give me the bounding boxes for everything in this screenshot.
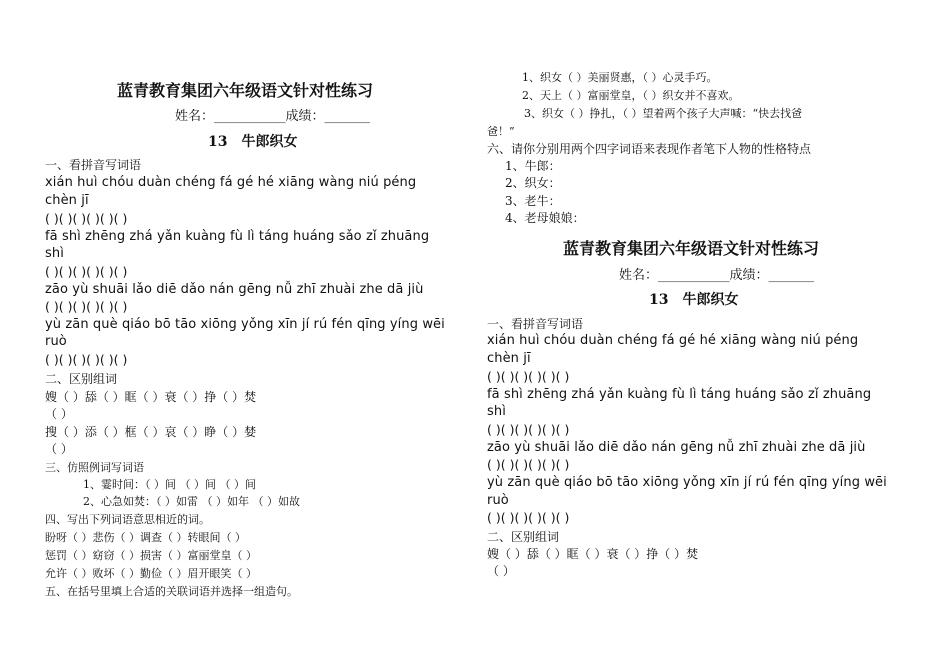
pinyin-line-2-cont-2: shì (487, 404, 506, 419)
character-niulang: 1、牛郎： (505, 159, 561, 173)
character-laomu: 4、老母娘娘： (505, 211, 585, 225)
pinyin-line-2: fā shì zhēng zhá yǎn kuàng fù lì táng huáng sǎo zǐ zhuāng (45, 229, 430, 244)
answer-brackets-3-2: ( )( )( )( )( )( ) (487, 457, 570, 472)
pinyin-line-1-2: xián huì chóu duàn chéng fá gé hé xiāng wàng niú péng (487, 333, 859, 348)
pinyin-line-1-cont-2: chèn jī (487, 351, 531, 366)
pinyin-line-1: xián huì chóu duàn chéng fá gé hé xiāng wàng niú péng (45, 175, 417, 190)
conjunction-row-2: 2、天上（ ）富丽堂皇，（ ）织女并不喜欢。 (522, 89, 740, 102)
conjunction-row-3-cont: 爸！” (487, 125, 515, 138)
pinyin-line-2-cont: shì (45, 246, 64, 261)
section-4-heading: 四、写出下列词语意思相近的词。 (45, 513, 210, 526)
pinyin-line-4-cont: ruò (45, 334, 67, 349)
conjunction-row-1: 1、织女（ ）美丽贤惠，（ ）心灵手巧。 (522, 71, 718, 84)
pinyin-line-1-cont: chèn jī (45, 193, 89, 208)
pinyin-line-2-2: fā shì zhēng zhá yǎn kuàng fù lì táng huáng sǎo zǐ zhuāng (487, 387, 872, 402)
pinyin-line-4-cont-2: ruò (487, 493, 509, 508)
section-3-heading: 三、仿照例词写词语 (45, 461, 144, 474)
pinyin-line-4-2: yù zān què qiáo bō tāo xiōng yǒng xīn jí rú fén qīng yíng wēi (487, 475, 887, 490)
worksheet-title: 蓝青教育集团六年级语文针对性练习 (117, 81, 374, 100)
name-score-line: 姓名：___________成绩：_______ (175, 109, 371, 124)
character-zhinv: 2、织女： (505, 176, 561, 190)
compare-row-1-cont: （ ） (45, 407, 73, 421)
pinyin-line-3: zāo yù shuāi lǎo diē dǎo nán gēng nǚ zhī zhuài zhe dā jiù (45, 282, 424, 297)
answer-brackets-1: ( )( )( )( )( )( ) (45, 211, 128, 226)
answer-brackets-2: ( )( )( )( )( )( ) (45, 264, 128, 279)
synonym-row-2: 惩罚（ ）窈窃（ ）损害（ ）富丽堂皇（ ） (45, 549, 257, 562)
lesson-title-2: 13 牛郎织女 (649, 292, 739, 308)
answer-brackets-4-2: ( )( )( )( )( )( ) (487, 510, 570, 525)
lesson-title: 13 牛郎织女 (208, 134, 298, 150)
synonym-row-1: 盼呀（ ）悲伤（ ）调查（ ）转眼间（ ） (45, 531, 246, 544)
pinyin-line-3-2: zāo yù shuāi lǎo diē dǎo nán gēng nǚ zhī zhuài zhe dā jiù (487, 440, 866, 455)
section-1-heading-2: 一、看拼音写词语 (487, 317, 584, 331)
section-2-heading: 二、区别组词 (45, 372, 118, 386)
answer-brackets-2-2: ( )( )( )( )( )( ) (487, 422, 570, 437)
pinyin-line-4: yù zān què qiáo bō tāo xiōng yǒng xīn jí rú fén qīng yíng wēi (45, 317, 445, 332)
section-1-heading: 一、看拼音写词语 (45, 158, 142, 172)
character-laoniu: 3、老牛： (505, 194, 561, 208)
synonym-row-3: 允许（ ）败坏（ ）勤俭（ ）眉开眼笑（ ） (45, 567, 257, 580)
name-score-line-2: 姓名：___________成绩：_______ (619, 268, 815, 283)
section-6-heading: 六、请你分别用两个四字词语来表现作者笔下人物的性格特点 (487, 142, 812, 156)
compare-row-1-cont-2: （ ） (487, 564, 515, 578)
answer-brackets-4: ( )( )( )( )( )( ) (45, 352, 128, 367)
compare-row-1: 嫂（ ）舔（ ）眶（ ）衰（ ）挣（ ）焚 (45, 390, 257, 404)
compare-row-2: 搜（ ）添（ ）框（ ）哀（ ）睁（ ）婪 (45, 425, 257, 439)
compare-row-2-cont: （ ） (45, 442, 73, 456)
answer-brackets-3: ( )( )( )( )( )( ) (45, 299, 128, 314)
worksheet-title-2: 蓝青教育集团六年级语文针对性练习 (563, 239, 820, 258)
pattern-row-1: 1、霎时间：（ ）间 （ ）间 （ ）间 (83, 478, 256, 491)
pattern-row-2: 2、心急如焚：（ ）如雷 （ ）如年 （ ）如故 (83, 495, 300, 508)
compare-row-1-2: 嫂（ ）舔（ ）眶（ ）衰（ ）挣（ ）焚 (487, 547, 699, 561)
answer-brackets-1-2: ( )( )( )( )( )( ) (487, 369, 570, 384)
section-2-heading-2: 二、区别组词 (487, 530, 560, 544)
conjunction-row-3: 3、织女（ ）挣扎，（ ）望着两个孩子大声喊：“快去找爸 (524, 107, 803, 120)
section-5-heading: 五、在括号里填上合适的关联词语并选择一组造句。 (45, 585, 298, 598)
